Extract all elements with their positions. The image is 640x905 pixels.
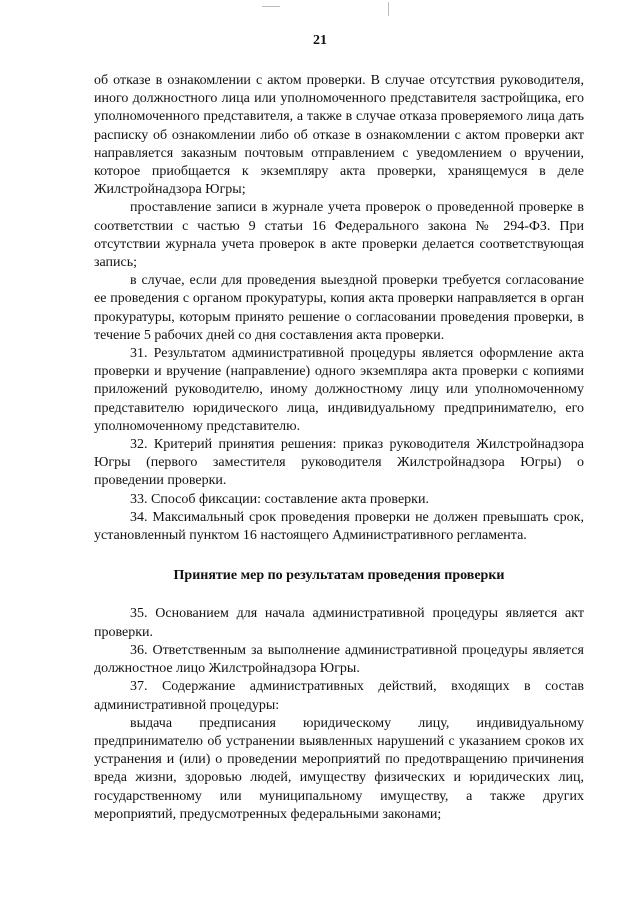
scan-mark-top-right bbox=[388, 2, 389, 16]
paragraph: 37. Содержание административных действий, входящих в состав административной процедуры: bbox=[94, 679, 584, 713]
paragraph: проставление записи в журнале учета проверок о проведенной проверке в соответствии с частью 9 статьи 16 Федерального закона № 294-ФЗ. При отсутствии журнала учета проверок в акте проверки делается соответствующая запись; bbox=[94, 200, 584, 271]
page-number: 21 bbox=[313, 33, 327, 48]
paragraph: 33. Способ фиксации: составление акта проверки. bbox=[130, 491, 429, 507]
paragraph: 31. Результатом административной процедуры является оформление акта проверки и вручение (направление) одного экземпляра акта проверки с копиями приложений руководителю, иному должностному лицу или уполномоченному представителю юридического лица, индивидуальному предпринимателю, его уполномоченному представителю. bbox=[94, 346, 584, 434]
paragraph: 35. Основанием для начала административной процедуры является акт проверки. bbox=[94, 606, 584, 640]
paragraph: выдача предписания юридическому лицу, индивидуальному предпринимателю об устранении выявленных нарушений с указанием сроков их устранения и (или) о проведении мероприятий по предотвращению причинения вреда жизни, здоровью людей, имуществу физических и юридических лиц, государственному или муниципальному имуществу, а также других мероприятий, предусмотренных федеральными законами; bbox=[94, 715, 584, 822]
paragraph-group-bottom bbox=[94, 605, 584, 823]
scan-mark-top-left bbox=[262, 6, 280, 7]
paragraph-group-top bbox=[94, 72, 584, 545]
paragraph: 32. Критерий принятия решения: приказ руководителя Жилстройнадзора Югры (первого заместителя руководителя Жилстройнадзора Югры) о проведении проверки. bbox=[94, 437, 584, 489]
paragraph: 34. Максимальный срок проведения проверки не должен превышать срок, установленный пунктом 16 настоящего Административного регламента. bbox=[94, 509, 584, 544]
document-body bbox=[94, 72, 584, 824]
paragraph: об отказе в ознакомлении с актом проверки. В случае отсутствия руководителя, иного должностного лица или уполномоченного представителя застройщика, его уполномоченного представителя, а также в случае отказа проверяемого лица дать расписку об ознакомлении либо об отказе в ознакомлении с актом проверки акт направляется заказным почтовым отправлением с уведомлением о вручении, которое приобщается к экземпляру акта проверки, хранящемуся в деле Жилстройнадзора Югры; bbox=[94, 73, 584, 198]
section-heading: Принятие мер по результатам проведения проверки bbox=[173, 568, 505, 584]
paragraph: 36. Ответственным за выполнение административной процедуры является должностное лицо Жилстройнадзора Югры. bbox=[94, 642, 584, 677]
paragraph: в случае, если для проведения выездной проверки требуется согласование ее проведения с органом прокуратуры, копия акта проверки направляется в орган прокуратуры, которым принято решение о согласовании проведения проверки, в течение 5 рабочих дней со дня составления акта проверки. bbox=[94, 273, 584, 343]
